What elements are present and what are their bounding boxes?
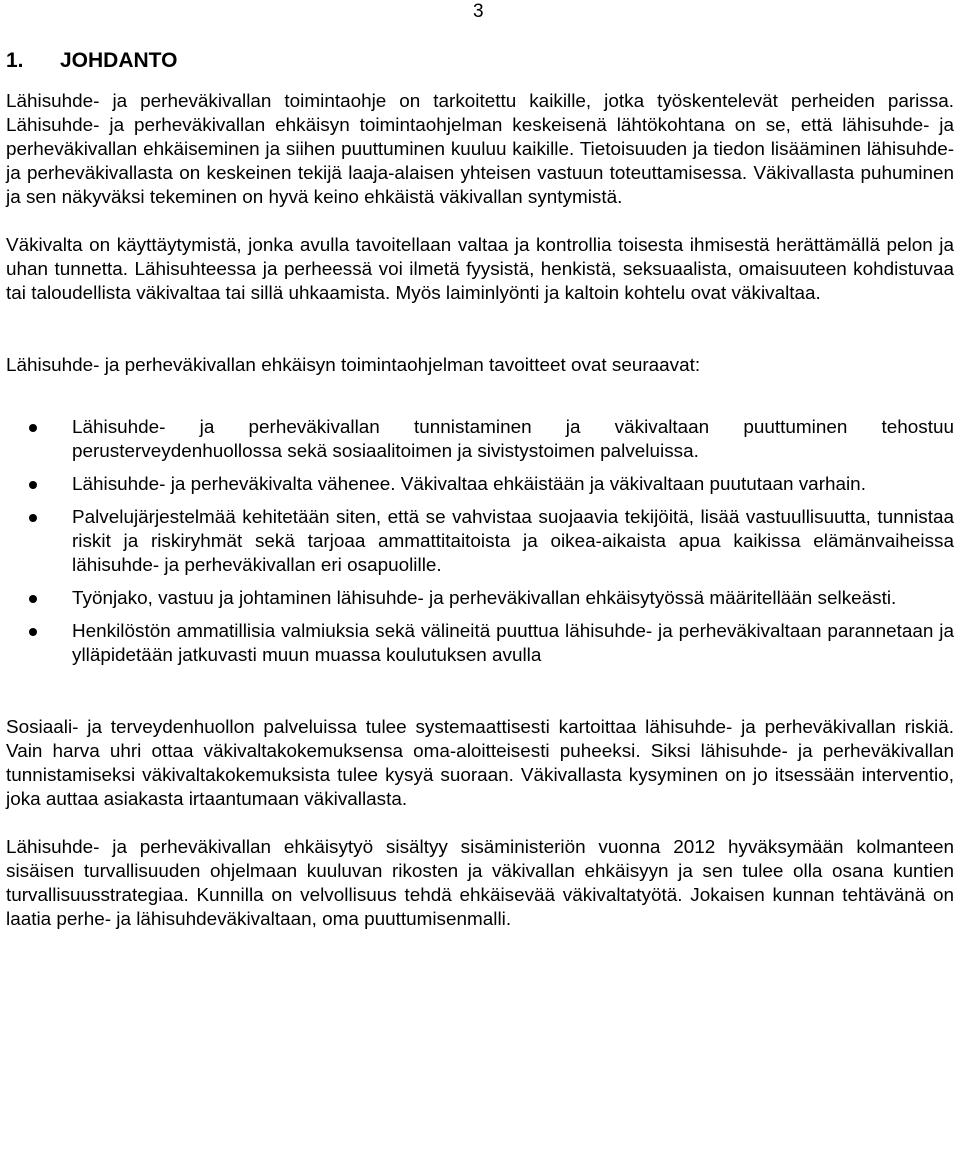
goal-text: Lähisuhde- ja perheväkivalta vähenee. Väkivaltaa ehkäistään ja väkivaltaan puututaan varhain. <box>72 474 866 495</box>
goals-intro-paragraph: Lähisuhde- ja perheväkivallan ehkäisyn toimintaohjelman tavoitteet ovat seuraavat: <box>6 355 701 376</box>
list-item <box>6 620 954 668</box>
definition-paragraph: Väkivalta on käyttäytymistä, jonka avulla tavoitellaan valtaa ja kontrollia toisesta ihmisestä herättämällä pelon ja uhan tunnetta. Lähisuhteessa ja perheessä voi ilmetä fyysistä, henkistä, seksuaalista, omaisuuteen kohdistuvaa tai taloudellista väkivaltaa tai sillä uhkaamista. Myös laiminlyönti ja kaltoin kohtelu ovat väkivaltaa. <box>6 235 954 304</box>
page-number: 3 <box>473 1 484 22</box>
goal-text: Työnjako, vastuu ja johtaminen lähisuhde- ja perheväkivallan ehkäisytyössä määritellään selkeästi. <box>72 588 897 609</box>
bullet-icon <box>29 595 37 603</box>
goal-text: Henkilöstön ammatillisia valmiuksia sekä välineitä puuttua lähisuhde- ja perheväkivaltaan parannetaan ja ylläpidetään jatkuvasti muun muassa koulutuksen avulla <box>72 621 954 666</box>
bullet-icon <box>29 481 37 489</box>
section-number: 1. <box>6 49 24 72</box>
goal-text: Palvelujärjestelmää kehitetään siten, että se vahvistaa suojaavia tekijöitä, lisää vastuullisuutta, tunnistaa riskit ja riskiryhmät sekä tarjoaa ammattitaitoista ja oikea-aikaista apua kaikissa elämänvaiheissa lähisuhde- ja perheväkivallan eri osapuolille. <box>72 507 954 576</box>
list-item <box>6 473 954 497</box>
goal-text: Lähisuhde- ja perheväkivallan tunnistaminen ja väkivaltaan puuttuminen tehostuu perusterveydenhuollossa sekä sosiaalitoimen ja sivistystoimen palveluissa. <box>72 417 954 462</box>
bullet-icon <box>29 514 37 522</box>
section-heading <box>6 47 177 75</box>
services-paragraph: Sosiaali- ja terveydenhuollon palveluissa tulee systemaattisesti kartoittaa lähisuhde- ja perheväkivallan riskiä. Vain harva uhri ottaa väkivaltakokemuksensa oma-aloitteisesti puheeksi. Siksi lähisuhde- ja perheväkivallan tunnistamiseksi väkivaltakokemuksista tulee kysyä suoraan. Väkivallasta kysyminen on jo itsessään interventio, joka auttaa asiakasta irtaantumaan väkivallasta. <box>6 717 954 810</box>
list-item <box>6 587 954 611</box>
list-item <box>6 416 954 464</box>
bullet-icon <box>29 628 37 636</box>
ministry-paragraph: Lähisuhde- ja perheväkivallan ehkäisytyö sisältyy sisäministeriön vuonna 2012 hyväksymään kolmanteen sisäisen turvallisuuden ohjelmaan kuuluvan rikosten ja väkivallan ehkäisyyn ja sen tulee olla osana kuntien turvallisuusstrategiaa. Kunnilla on velvollisuus tehdä ehkäisevää väkivaltatyötä. Jokaisen kunnan tehtävänä on laatia perhe- ja lähisuhdeväkivaltaan, oma puuttumisenmalli. <box>6 837 954 930</box>
document-body <box>6 90 954 932</box>
intro-paragraph: Lähisuhde- ja perheväkivallan toimintaohje on tarkoitettu kaikille, jotka työskentelevät perheiden parissa. Lähisuhde- ja perheväkivallan ehkäisyn toimintaohjelman keskeisenä lähtökohtana on se, että lähisuhde- ja perheväkivallan ehkäiseminen ja siihen puuttuminen kuuluu kaikille. Tietoisuuden ja tiedon lisääminen lähisuhde- ja perheväkivallasta on keskeinen tekijä laaja-alaisen yhteisen vastuun toteuttamisessa. Väkivallasta puhuminen ja sen näkyväksi tekeminen on hyvä keino ehkäistä väkivallan syntymistä. <box>6 91 954 208</box>
list-item <box>6 506 954 578</box>
bullet-icon <box>29 424 37 432</box>
section-title: JOHDANTO <box>60 49 178 72</box>
goals-list <box>6 416 954 668</box>
